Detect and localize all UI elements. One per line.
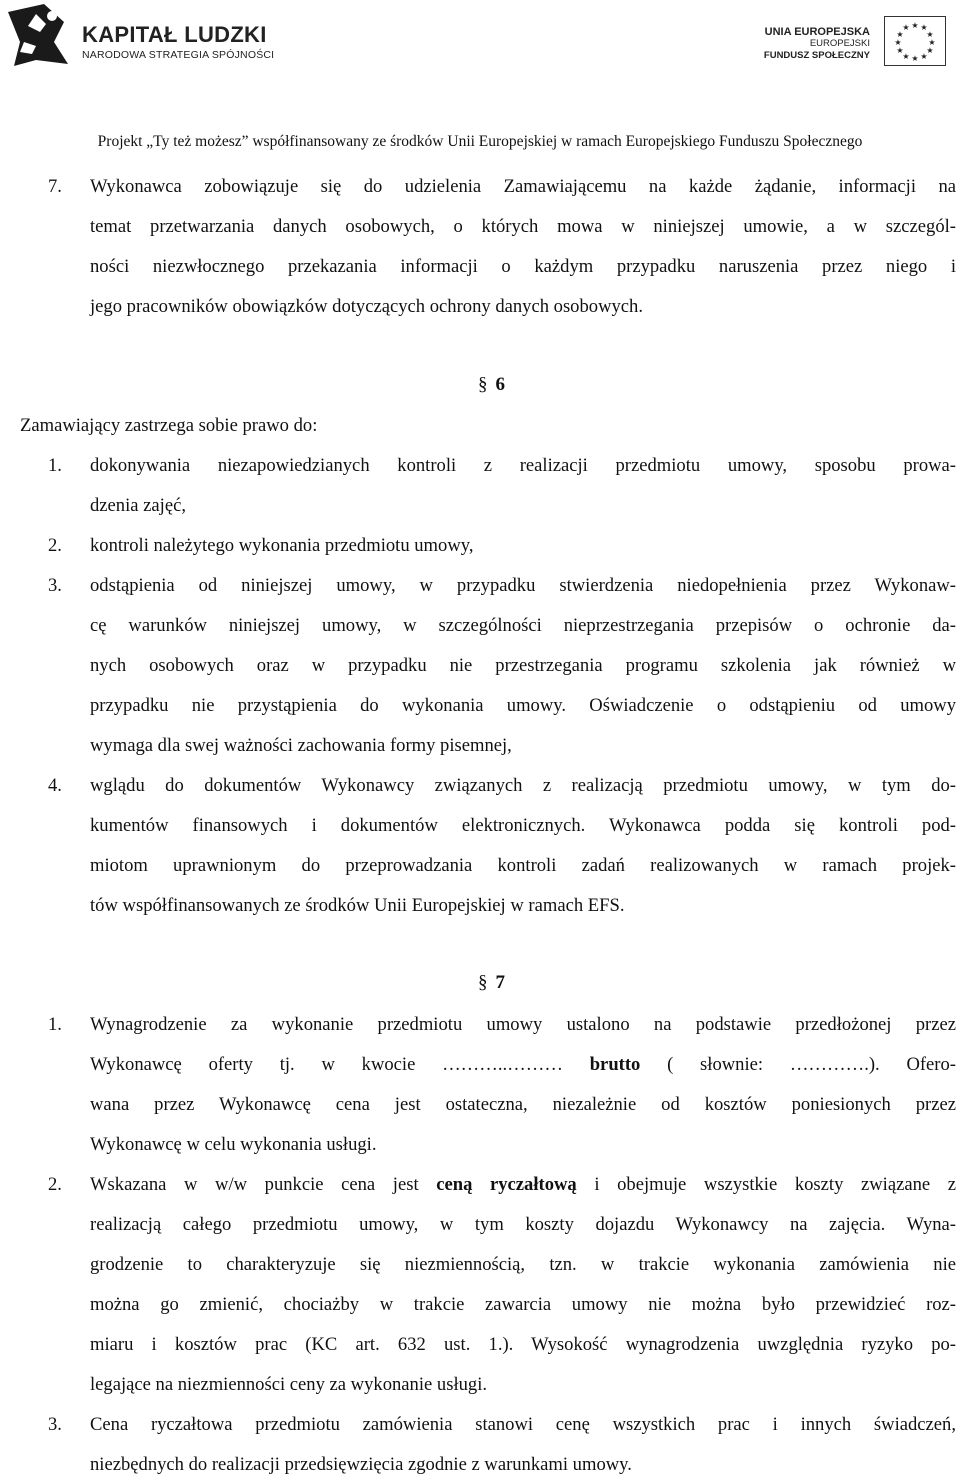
section-symbol: § (478, 972, 488, 993)
list-item-line: grodzenie to charakteryzuje się niezmiennością, tzn. w trakcie wykonania zamówienia nie (90, 1254, 956, 1275)
svg-text:★: ★ (920, 23, 928, 32)
eu-title: UNIA EUROPEJSKA (764, 26, 870, 38)
point-7-line: ności niezwłocznego przekazania informacji o każdym przypadku naruszenia przez niego i (90, 256, 956, 277)
list-item-line: Wynagrodzenie za wykonanie przedmiotu umowy ustalono na podstawie przedłożonej przez (90, 1014, 956, 1035)
amount-text: Wykonawcę oferty tj. w kwocie ………..……… (90, 1054, 590, 1075)
list-item-line (90, 1054, 956, 1076)
page-header (0, 0, 960, 80)
words-text: ( słownie: ………….). Ofero- (640, 1054, 956, 1075)
list-item-line: wymaga dla swej ważności zachowania formy pisemnej, (90, 735, 512, 756)
list-item-line: tów współfinansowanych ze środków Unii Europejskiej w ramach EFS. (90, 895, 625, 916)
svg-text:★: ★ (928, 38, 936, 47)
list-item-line: Wykonawcę w celu wykonania usługi. (90, 1134, 377, 1155)
price-text-post: i obejmuje wszystkie koszty związane z (576, 1174, 957, 1195)
list-item-line: realizacją całego przedmiotu umowy, w tym koszty dojazdu Wykonawcy na zajęcia. Wyna- (90, 1214, 956, 1235)
eu-flag-icon (884, 16, 946, 66)
list-item-line: legające na niezmienności ceny za wykonanie usługi. (90, 1374, 488, 1395)
list-item-number: 3. (48, 575, 62, 596)
svg-text:★: ★ (902, 23, 910, 32)
list-item-line: przypadku nie przystąpienia do wykonania umowy. Oświadczenie o odstąpieniu od umowy (90, 695, 956, 716)
list-item-line: nych osobowych oraz w przypadku nie przestrzegania programu szkolenia jak również w (90, 655, 956, 676)
section-number: 7 (495, 972, 505, 993)
logo-subtitle: NARODOWA STRATEGIA SPÓJNOŚCI (82, 49, 275, 61)
list-item-number: 2. (48, 1174, 62, 1195)
svg-text:★: ★ (896, 30, 904, 39)
list-item-number: 3. (48, 1414, 62, 1435)
list-item-line: kontroli należytego wykonania przedmiotu umowy, (90, 535, 474, 556)
list-item-line: odstąpienia od niniejszej umowy, w przypadku stwierdzenia niedopełnienia przez Wykonaw- (90, 575, 956, 596)
brutto-text: brutto (589, 1054, 641, 1075)
section-6-heading (478, 374, 505, 396)
price-text-pre: Wskazana w w/w punkcie cena jest (90, 1174, 437, 1195)
project-line: Projekt „Ty też możesz” współfinansowany ze środków Unii Europejskiej w ramach Europejskiego Funduszu Społecznego (97, 133, 863, 150)
section-7-heading (478, 972, 505, 994)
section-6-intro: Zamawiający zastrzega sobie prawo do: (20, 415, 318, 436)
point-7-line: jego pracowników obowiązków dotyczących ochrony danych osobowych. (90, 296, 644, 317)
section-number: 6 (495, 374, 505, 395)
point-7-line: Wykonawca zobowiązuje się do udzielenia Zamawiającemu na każde żądanie, informacji na (90, 176, 956, 197)
svg-text:★: ★ (911, 21, 919, 30)
kapital-ludzki-logo-icon (6, 2, 76, 68)
eu-wordmark (760, 26, 870, 62)
list-item-number: 4. (48, 775, 62, 796)
svg-text:★: ★ (896, 46, 904, 55)
svg-text:★: ★ (894, 38, 902, 47)
eu-line2: EUROPEJSKI (809, 38, 870, 49)
svg-text:★: ★ (902, 52, 910, 61)
svg-text:★: ★ (911, 54, 919, 63)
list-item-line: wglądu do dokumentów Wykonawcy związanych z realizacją przedmiotu umowy, w tym do- (90, 775, 956, 796)
list-item-line: wana przez Wykonawcę cena jest ostateczna, niezależnie od kosztów poniesionych przez (90, 1094, 956, 1115)
eu-line3: FUNDUSZ SPOŁECZNY (763, 50, 870, 61)
list-item-line: można go zmienić, chociażby w trakcie zawarcia umowy nie można było przewidzieć roz- (90, 1294, 956, 1315)
list-item-line: Cena ryczałtowa przedmiotu zamówienia stanowi cenę wszystkich prac i innych świadczeń, (90, 1414, 956, 1435)
list-item-number: 1. (48, 455, 62, 476)
logo-title: KAPITAŁ LUDZKI (82, 22, 267, 47)
point-7-line: temat przetwarzania danych osobowych, o których mowa w niniejszej umowie, a w szczegól- (90, 216, 956, 237)
point-7-number: 7. (48, 176, 62, 197)
list-item-line: cę warunków niniejszej umowy, w szczególności nieprzestrzegania przepisów o ochronie da- (90, 615, 956, 636)
svg-text:★: ★ (926, 30, 934, 39)
list-item-line: miaru i kosztów prac (KC art. 632 ust. 1.). Wysokość wynagrodzenia uwzględnia ryzyko po- (90, 1334, 956, 1355)
svg-text:★: ★ (920, 52, 928, 61)
lump-sum-text: ceną ryczałtową (436, 1174, 577, 1195)
list-item-number: 1. (48, 1014, 62, 1035)
kapital-ludzki-wordmark (82, 24, 274, 61)
list-item-line (90, 1174, 956, 1196)
section-symbol: § (478, 374, 488, 395)
list-item-line: dokonywania niezapowiedzianych kontroli z realizacji przedmiotu umowy, sposobu prowa- (90, 455, 956, 476)
list-item-line: dzenia zajęć, (90, 495, 186, 516)
svg-text:★: ★ (926, 46, 934, 55)
list-item-line: niezbędnych do realizacji przedsięwzięcia zgodnie z warunkami umowy. (90, 1454, 632, 1475)
list-item-line: kumentów finansowych i dokumentów elektronicznych. Wykonawca podda się kontroli pod- (90, 815, 956, 836)
list-item-line: miotom uprawnionym do przeprowadzania kontroli zadań realizowanych w ramach projek- (90, 855, 956, 876)
list-item-number: 2. (48, 535, 62, 556)
